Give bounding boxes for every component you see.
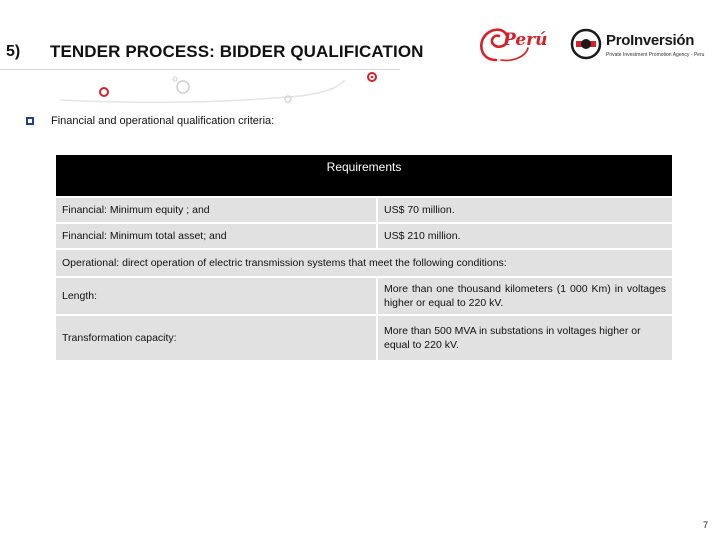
page-title: TENDER PROCESS: BIDDER QUALIFICATION xyxy=(50,42,424,61)
section-number: 5) xyxy=(6,43,21,60)
page-number: 7 xyxy=(702,520,708,530)
requirements-table xyxy=(54,153,674,362)
transformation-label: Transformation capacity: xyxy=(55,315,377,361)
length-value: More than one thousand kilometers (1 000 Km) in voltages higher or equal to 220 kV. xyxy=(377,277,673,315)
table-row xyxy=(55,277,673,315)
requirements-header: Requirements xyxy=(55,154,673,197)
equity-label: Financial: Minimum equity ; and xyxy=(55,197,377,223)
decorative-swirl-graphic xyxy=(0,0,720,120)
equity-value: US$ 70 million. xyxy=(377,197,673,223)
table-row xyxy=(55,223,673,249)
table-row xyxy=(55,197,673,223)
criteria-bullet xyxy=(26,115,274,127)
table-row xyxy=(55,249,673,277)
proinversion-name: ProInversión xyxy=(606,32,695,49)
square-bullet-icon xyxy=(26,117,34,125)
length-label: Length: xyxy=(55,277,377,315)
proinversion-mark-icon xyxy=(570,28,602,60)
total-asset-label: Financial: Minimum total asset; and xyxy=(55,223,377,249)
peru-logo-text: Perú xyxy=(503,30,548,50)
criteria-intro-text: Financial and operational qualification criteria: xyxy=(51,115,275,127)
proinversion-tagline: Private Investment Promotion Agency - Peru xyxy=(606,52,705,58)
transformation-value: More than 500 MVA in substations in voltages higher or equal to 220 kV. xyxy=(377,315,673,361)
table-row xyxy=(55,315,673,361)
operational-requirement: Operational: direct operation of electric transmission systems that meet the following conditions: xyxy=(55,249,673,277)
total-asset-value: US$ 210 million. xyxy=(377,223,673,249)
